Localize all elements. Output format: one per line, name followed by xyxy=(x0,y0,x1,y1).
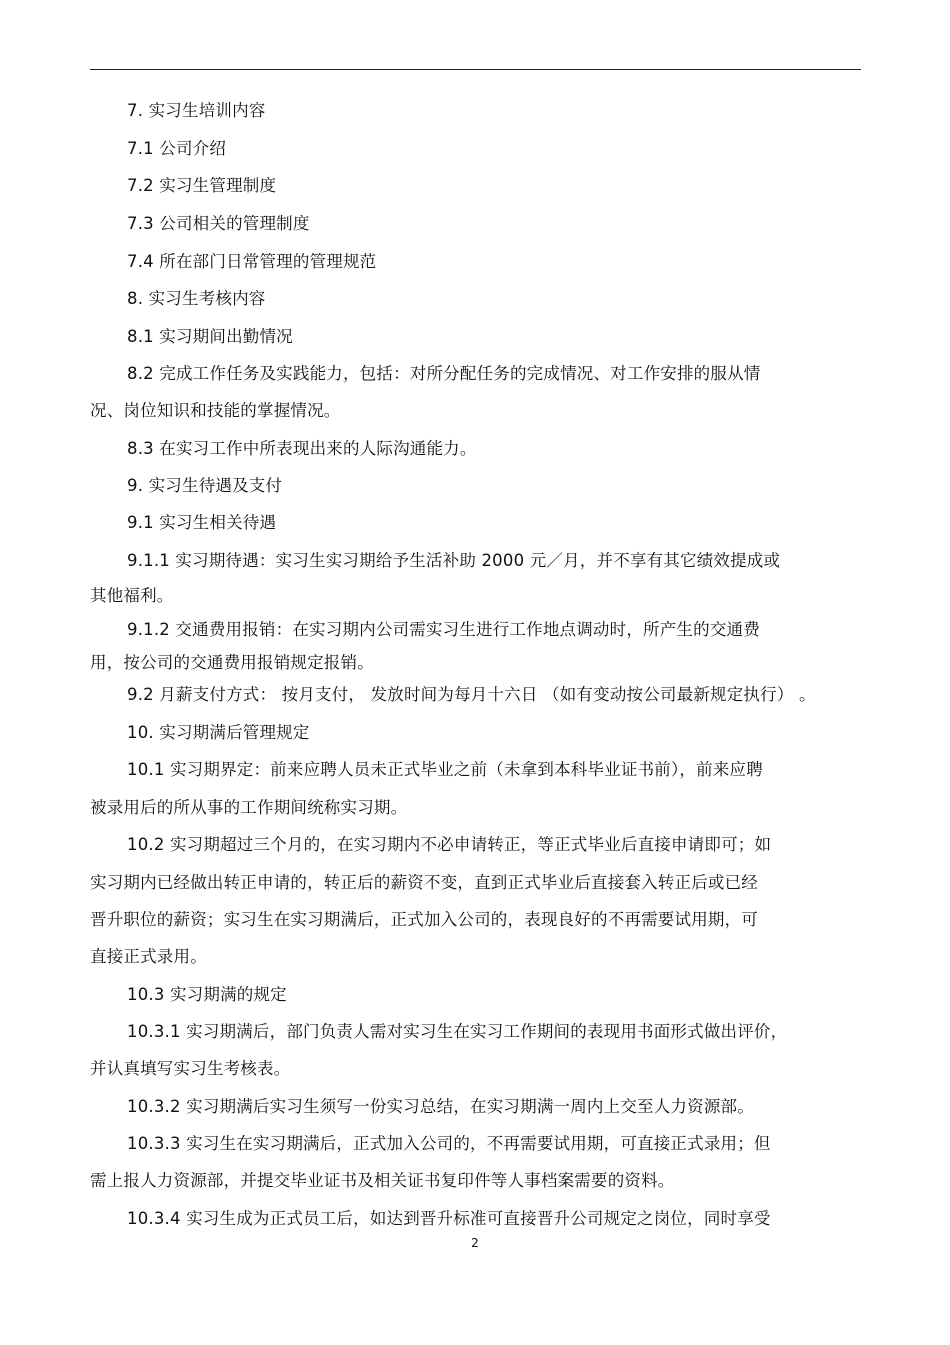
item-10-3-3-line1: 10.3.3 实习生在实习期满后，正式加入公司的，不再需要试用期，可直接正式录用；但 xyxy=(127,1134,771,1153)
item-10-2-line4: 直接正式录用。 xyxy=(90,947,207,966)
item-10-2-line3: 晋升职位的薪资；实习生在实习期满后，正式加入公司的，表现良好的不再需要试用期，可 xyxy=(90,910,758,929)
item-8-1: 8.1 实习期间出勤情况 xyxy=(127,327,293,346)
item-7-2: 7.2 实习生管理制度 xyxy=(127,176,277,195)
item-10-3-4-line1: 10.3.4 实习生成为正式员工后，如达到晋升标准可直接晋升公司规定之岗位，同时享受 xyxy=(127,1209,771,1228)
header-rule xyxy=(90,69,861,70)
item-10-1-line1: 10.1 实习期界定：前来应聘人员未正式毕业之前（未拿到本科毕业证书前），前来应聘 xyxy=(127,760,763,779)
item-10-2-line1: 10.2 实习期超过三个月的，在实习期内不必申请转正，等正式毕业后直接申请即可；如 xyxy=(127,835,772,854)
section-10-heading: 10. 实习期满后管理规定 xyxy=(127,723,310,742)
item-10-3-2: 10.3.2 实习期满后实习生须写一份实习总结，在实习期满一周内上交至人力资源部。 xyxy=(127,1097,754,1116)
item-8-2-line2: 况、岗位知识和技能的掌握情况。 xyxy=(90,401,341,420)
item-9-1-2-line1: 9.1.2 交通费用报销：在实习期内公司需实习生进行工作地点调动时，所产生的交通费 xyxy=(127,620,760,639)
item-10-3: 10.3 实习期满的规定 xyxy=(127,985,287,1004)
item-10-3-1-line1: 10.3.1 实习期满后，部门负责人需对实习生在实习工作期间的表现用书面形式做出评价， xyxy=(127,1022,788,1041)
item-7-3: 7.3 公司相关的管理制度 xyxy=(127,214,310,233)
item-10-3-3-line2: 需上报人力资源部，并提交毕业证书及相关证书复印件等人事档案需要的资料。 xyxy=(90,1171,675,1190)
item-8-2-line1: 8.2 完成工作任务及实践能力，包括：对所分配任务的完成情况、对工作安排的服从情 xyxy=(127,364,761,383)
item-9-1: 9.1 实习生相关待遇 xyxy=(127,513,277,532)
item-9-1-1-line1: 9.1.1 实习期待遇：实习生实习期给予生活补助 2000 元／月，并不享有其它绩效提成或 xyxy=(127,551,781,570)
item-8-3: 8.3 在实习工作中所表现出来的人际沟通能力。 xyxy=(127,439,477,458)
item-9-1-1-line2: 其他福利。 xyxy=(90,586,174,605)
section-9-heading: 9. 实习生待遇及支付 xyxy=(127,476,283,495)
item-7-4: 7.4 所在部门日常管理的管理规范 xyxy=(127,252,377,271)
page-number: 2 xyxy=(471,1236,479,1250)
section-7-heading: 7. 实习生培训内容 xyxy=(127,101,266,120)
item-7-1: 7.1 公司介绍 xyxy=(127,139,227,158)
item-10-3-1-line2: 并认真填写实习生考核表。 xyxy=(90,1059,291,1078)
section-8-heading: 8. 实习生考核内容 xyxy=(127,289,266,308)
item-9-2: 9.2 月薪支付方式： 按月支付， 发放时间为每月十六日 （如有变动按公司最新规定执行） 。 xyxy=(127,685,816,704)
item-10-1-line2: 被录用后的所从事的工作期间统称实习期。 xyxy=(90,798,408,817)
item-9-1-2-line2: 用，按公司的交通费用报销规定报销。 xyxy=(90,653,374,672)
item-10-2-line2: 实习期内已经做出转正申请的，转正后的薪资不变，直到正式毕业后直接套入转正后或已经 xyxy=(90,873,758,892)
